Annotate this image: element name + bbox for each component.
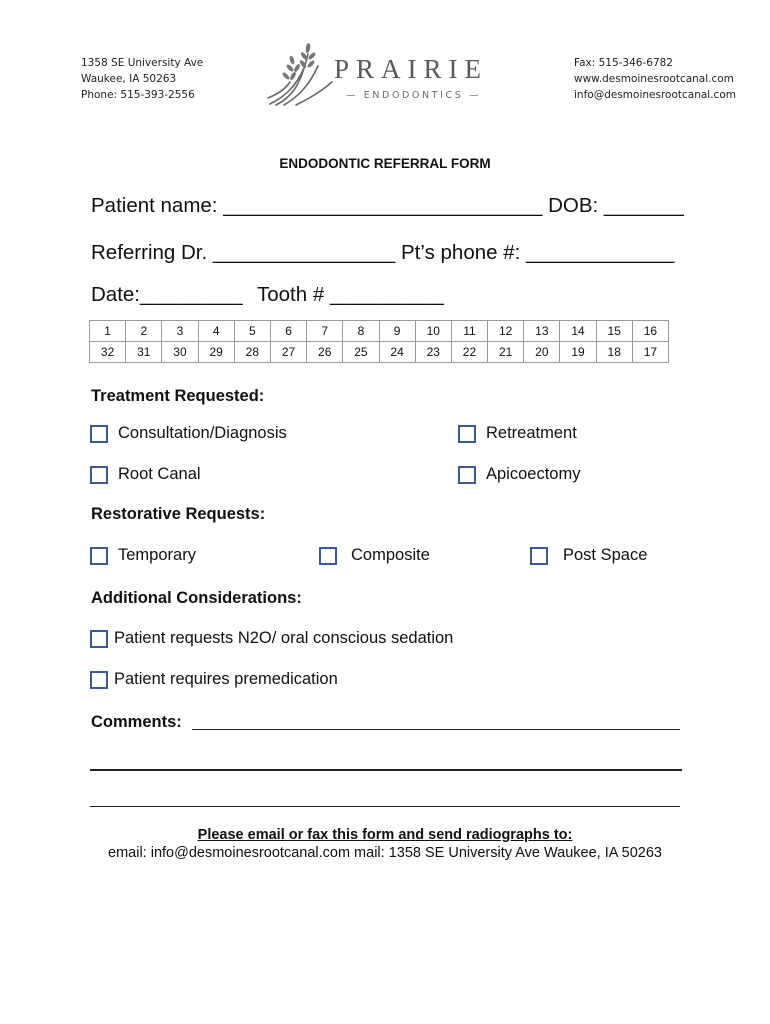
- tooth-cell[interactable]: 18: [596, 342, 632, 363]
- root-canal-option[interactable]: [90, 465, 201, 484]
- temporary-option[interactable]: [90, 546, 196, 565]
- tooth-cell[interactable]: 13: [524, 321, 560, 342]
- address-line-2: Waukee, IA 50263: [81, 73, 177, 85]
- wheat-grass-icon: [266, 38, 340, 108]
- tooth-cell[interactable]: 6: [270, 321, 306, 342]
- sedation-label: Patient requests N2O/ oral conscious sedation: [114, 629, 454, 647]
- post-space-label: Post Space: [563, 546, 648, 564]
- tooth-cell[interactable]: 17: [632, 342, 668, 363]
- apicoectomy-option[interactable]: [458, 465, 580, 484]
- retreatment-label: Retreatment: [486, 424, 577, 442]
- composite-checkbox[interactable]: [319, 547, 337, 565]
- tooth-cell[interactable]: 14: [560, 321, 596, 342]
- tooth-row-lower: [90, 342, 669, 363]
- tooth-cell[interactable]: 10: [415, 321, 451, 342]
- tooth-cell[interactable]: 11: [451, 321, 487, 342]
- additional-heading: Additional Considerations:: [91, 589, 302, 607]
- comments-line-2[interactable]: [90, 769, 682, 771]
- premedication-label: Patient requires premedication: [114, 670, 338, 688]
- tooth-cell[interactable]: 7: [307, 321, 343, 342]
- tooth-cell[interactable]: 9: [379, 321, 415, 342]
- tooth-cell[interactable]: 22: [451, 342, 487, 363]
- tooth-cell[interactable]: 2: [126, 321, 162, 342]
- footer-contact: email: info@desmoinesrootcanal.com mail: 1358 SE University Ave Waukee, IA 50263: [108, 845, 662, 861]
- temporary-label: Temporary: [118, 546, 196, 564]
- address-line-1: 1358 SE University Ave: [81, 57, 204, 69]
- comments-line-3[interactable]: [90, 806, 680, 807]
- tooth-cell[interactable]: 29: [198, 342, 234, 363]
- tooth-cell[interactable]: 21: [488, 342, 524, 363]
- tooth-cell[interactable]: 1: [90, 321, 126, 342]
- tooth-cell[interactable]: 26: [307, 342, 343, 363]
- tooth-cell[interactable]: 25: [343, 342, 379, 363]
- website-link[interactable]: www.desmoinesrootcanal.com: [574, 73, 734, 85]
- post-space-option[interactable]: [530, 546, 647, 565]
- comments-line-1[interactable]: [192, 729, 680, 730]
- consultation-checkbox[interactable]: [90, 425, 108, 443]
- email-link[interactable]: info@desmoinesrootcanal.com: [574, 89, 736, 101]
- tooth-cell[interactable]: 20: [524, 342, 560, 363]
- form-title: ENDODONTIC REFERRAL FORM: [279, 156, 491, 171]
- practice-contact-block: [574, 55, 736, 103]
- apicoectomy-checkbox[interactable]: [458, 466, 476, 484]
- tooth-cell[interactable]: 28: [234, 342, 270, 363]
- composite-label: Composite: [351, 546, 430, 564]
- tooth-chart: [89, 320, 669, 363]
- tooth-number-field[interactable]: Tooth # __________: [257, 283, 444, 306]
- consultation-option[interactable]: [90, 424, 287, 443]
- fax-line: Fax: 515-346-6782: [574, 57, 673, 69]
- tooth-cell[interactable]: 12: [488, 321, 524, 342]
- tooth-cell[interactable]: 15: [596, 321, 632, 342]
- consultation-label: Consultation/Diagnosis: [118, 424, 287, 442]
- tooth-cell[interactable]: 31: [126, 342, 162, 363]
- tooth-cell[interactable]: 24: [379, 342, 415, 363]
- tooth-cell[interactable]: 5: [234, 321, 270, 342]
- treatment-heading: Treatment Requested:: [91, 387, 265, 405]
- tooth-row-upper: [90, 321, 669, 342]
- premedication-option[interactable]: [90, 670, 338, 689]
- phone-line: Phone: 515-393-2556: [81, 89, 195, 101]
- sedation-checkbox[interactable]: [90, 630, 108, 648]
- root-canal-label: Root Canal: [118, 465, 201, 483]
- date-field[interactable]: Date:_________: [91, 283, 243, 306]
- logo-subtitle: — ENDODONTICS —: [346, 90, 482, 101]
- root-canal-checkbox[interactable]: [90, 466, 108, 484]
- composite-option[interactable]: [319, 546, 430, 565]
- tooth-cell[interactable]: 8: [343, 321, 379, 342]
- tooth-cell[interactable]: 30: [162, 342, 198, 363]
- sedation-option[interactable]: [90, 629, 453, 648]
- referring-dr-phone-field[interactable]: Referring Dr. ________________ Pt’s phone #: _____________: [91, 241, 675, 264]
- restorative-heading: Restorative Requests:: [91, 505, 266, 523]
- tooth-cell[interactable]: 32: [90, 342, 126, 363]
- logo-wordmark: PRAIRIE: [334, 54, 489, 84]
- tooth-cell[interactable]: 27: [270, 342, 306, 363]
- tooth-cell[interactable]: 16: [632, 321, 668, 342]
- post-space-checkbox[interactable]: [530, 547, 548, 565]
- tooth-cell[interactable]: 19: [560, 342, 596, 363]
- patient-name-dob-field[interactable]: Patient name: ____________________________ DOB: _______: [91, 194, 684, 217]
- retreatment-option[interactable]: [458, 424, 577, 443]
- apicoectomy-label: Apicoectomy: [486, 465, 581, 483]
- temporary-checkbox[interactable]: [90, 547, 108, 565]
- premedication-checkbox[interactable]: [90, 671, 108, 689]
- tooth-cell[interactable]: 23: [415, 342, 451, 363]
- tooth-cell[interactable]: 4: [198, 321, 234, 342]
- retreatment-checkbox[interactable]: [458, 425, 476, 443]
- practice-address-block: [81, 55, 203, 103]
- tooth-cell[interactable]: 3: [162, 321, 198, 342]
- comments-label: Comments:: [91, 713, 182, 731]
- prairie-logo: [266, 38, 506, 110]
- footer-instruction: Please email or fax this form and send radiographs to:: [197, 827, 573, 843]
